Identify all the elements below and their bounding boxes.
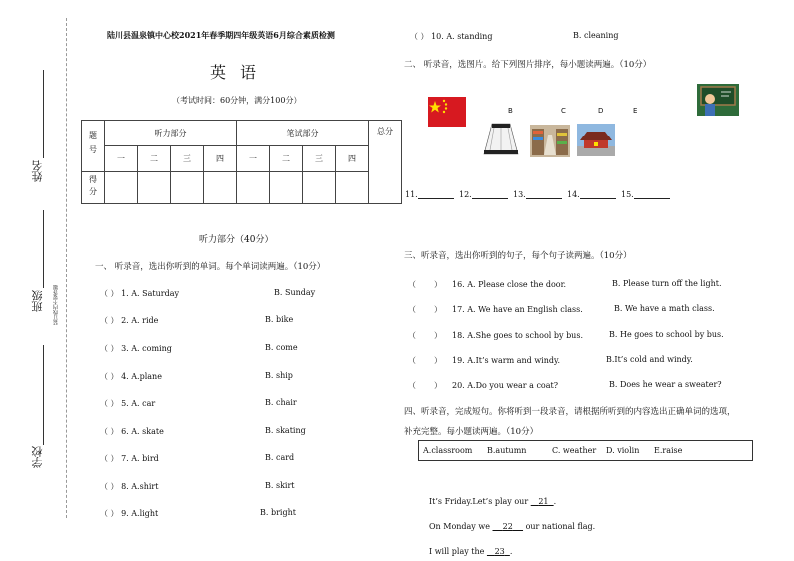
school-line xyxy=(43,345,44,445)
word-bank-box xyxy=(418,440,753,461)
sentence-22: On Monday we 22 our national flag. xyxy=(429,522,596,531)
picture-letter-b: B xyxy=(508,107,513,115)
word-option: A.classroom xyxy=(423,446,473,455)
name-line xyxy=(43,70,44,158)
supermarket-picture xyxy=(530,125,570,157)
list-item: （ ） 18. A.She goes to school by bus. xyxy=(408,331,583,340)
col-number: 一 xyxy=(105,146,138,172)
list-item: （ ） 10. A. standing xyxy=(410,32,493,41)
list-item: （ ） 7. A. bird xyxy=(100,454,159,463)
list-item: （ ） 17. A. We have an English class. xyxy=(408,305,583,314)
sentence-21: It’s Friday.Let’s play our 21 . xyxy=(429,497,557,506)
option-b: B. cleaning xyxy=(573,31,619,40)
blank-22[interactable]: 22 xyxy=(502,522,513,531)
col-number: 三 xyxy=(303,146,336,172)
picture-letter-d: D xyxy=(598,107,604,115)
section2-heading: 二、 听录音，选图片。给下列图片排序，每小题读两遍。（10分） xyxy=(404,60,652,70)
exam-info: （考试时间：60分钟，满分100分） xyxy=(172,96,302,105)
answer-blank[interactable]: 15. xyxy=(621,190,670,199)
answer-blank[interactable]: 14. xyxy=(567,190,616,199)
section4-heading-line2: 补充完整。每小题读两遍。（10分） xyxy=(404,427,539,437)
score-cell[interactable] xyxy=(270,172,303,204)
option-b: B. come xyxy=(265,343,298,352)
option-b: B.It’s cold and windy. xyxy=(606,355,693,364)
col-number: 一 xyxy=(237,146,270,172)
list-item: （ ） 4. A.plane xyxy=(100,372,162,381)
list-item: （ ） 1. A. Saturday xyxy=(100,289,179,298)
answer-blank[interactable]: 13. xyxy=(513,190,562,199)
option-b: B. He goes to school by bus. xyxy=(609,330,724,339)
score-cell[interactable] xyxy=(204,172,237,204)
option-b: B. bike xyxy=(265,315,294,324)
sentence-23: I will play the 23 . xyxy=(429,547,513,556)
option-b: B. We have a math class. xyxy=(614,304,715,313)
china-flag-picture xyxy=(428,97,466,127)
score-cell[interactable] xyxy=(171,172,204,204)
option-b: B. Sunday xyxy=(274,288,316,297)
list-item: （ ） 5. A. car xyxy=(100,399,156,408)
option-b: B. chair xyxy=(265,398,297,407)
score-cell[interactable] xyxy=(237,172,270,204)
word-option: D. violin xyxy=(606,446,640,455)
blank-23[interactable]: 23 xyxy=(494,547,505,556)
word-option: E.raise xyxy=(654,446,683,455)
list-item: （ ） 2. A. ride xyxy=(100,316,159,325)
written-header: 笔试部分 xyxy=(237,121,369,146)
word-option: C. weather xyxy=(552,446,597,455)
option-b: B. Does he wear a sweater? xyxy=(609,380,722,389)
score-cell[interactable] xyxy=(138,172,171,204)
answer-blank[interactable]: 11. xyxy=(405,190,454,199)
option-b: B. ship xyxy=(265,371,293,380)
answer-blank[interactable]: 12. xyxy=(459,190,508,199)
option-b: B. skating xyxy=(265,426,306,435)
picture-letter-c: C xyxy=(561,107,566,115)
option-b: B. Please turn off the light. xyxy=(612,279,722,288)
col-number: 二 xyxy=(270,146,303,172)
tiananmen-picture xyxy=(577,124,615,156)
score-table xyxy=(81,120,402,204)
col-number: 四 xyxy=(336,146,369,172)
word-option: B.autumn xyxy=(487,446,527,455)
list-item: （ ） 16. A. Please close the door. xyxy=(408,280,567,289)
score-row-label: 得分 xyxy=(82,172,105,204)
option-b: B. card xyxy=(265,453,295,462)
col-number: 二 xyxy=(138,146,171,172)
binding-dashed-line xyxy=(66,18,67,518)
list-item: （ ） 20. A.Do you wear a coat? xyxy=(408,381,559,390)
score-cell[interactable] xyxy=(336,172,369,204)
score-cell[interactable] xyxy=(105,172,138,204)
section1-heading: 一、 听录音，选出你听到的单词。每个单词读两遍。（10分） xyxy=(95,262,326,272)
total-header: 总分 xyxy=(369,121,402,204)
list-item: （ ） 19. A.It’s warm and windy. xyxy=(408,356,561,365)
option-b: B. skirt xyxy=(265,481,295,490)
question-number-header: 题号 xyxy=(82,121,105,172)
picture-letter-e: E xyxy=(633,107,638,115)
list-item: （ ） 8. A.shirt xyxy=(100,482,159,491)
listening-title: 听力部分（40分） xyxy=(199,235,274,245)
name-label: 姓名 xyxy=(31,160,44,182)
school-title: 陆川县温泉镇中心校2021年春季期四年级英语6月综合素质检测 xyxy=(107,30,335,40)
class-line xyxy=(43,210,44,288)
skirt-picture xyxy=(482,122,520,158)
col-number: 四 xyxy=(204,146,237,172)
listening-header: 听力部分 xyxy=(105,121,237,146)
option-b: B. bright xyxy=(260,508,296,517)
blank-21[interactable]: 21 xyxy=(538,497,549,506)
school-label: 学校 xyxy=(31,446,44,468)
section4-heading-line1: 四、听录音，完成短句。你将听到一段录音，请根据所听到的内容选出正确单词的选项， xyxy=(404,407,736,417)
section3-heading: 三、听录音，选出你听到的句子，每个句子读两遍。（10分） xyxy=(404,251,632,261)
col-number: 三 xyxy=(171,146,204,172)
subject-title: 英语 xyxy=(210,63,271,82)
score-cell[interactable] xyxy=(303,172,336,204)
classroom-teacher-picture xyxy=(697,84,739,116)
list-item: （ ） 3. A. coming xyxy=(100,344,172,353)
list-item: （ ） 9. A.light xyxy=(100,509,159,518)
binding-note: 装订线内不要答题 xyxy=(53,285,59,325)
class-label: 班级 xyxy=(31,290,44,312)
list-item: （ ） 6. A. skate xyxy=(100,427,164,436)
